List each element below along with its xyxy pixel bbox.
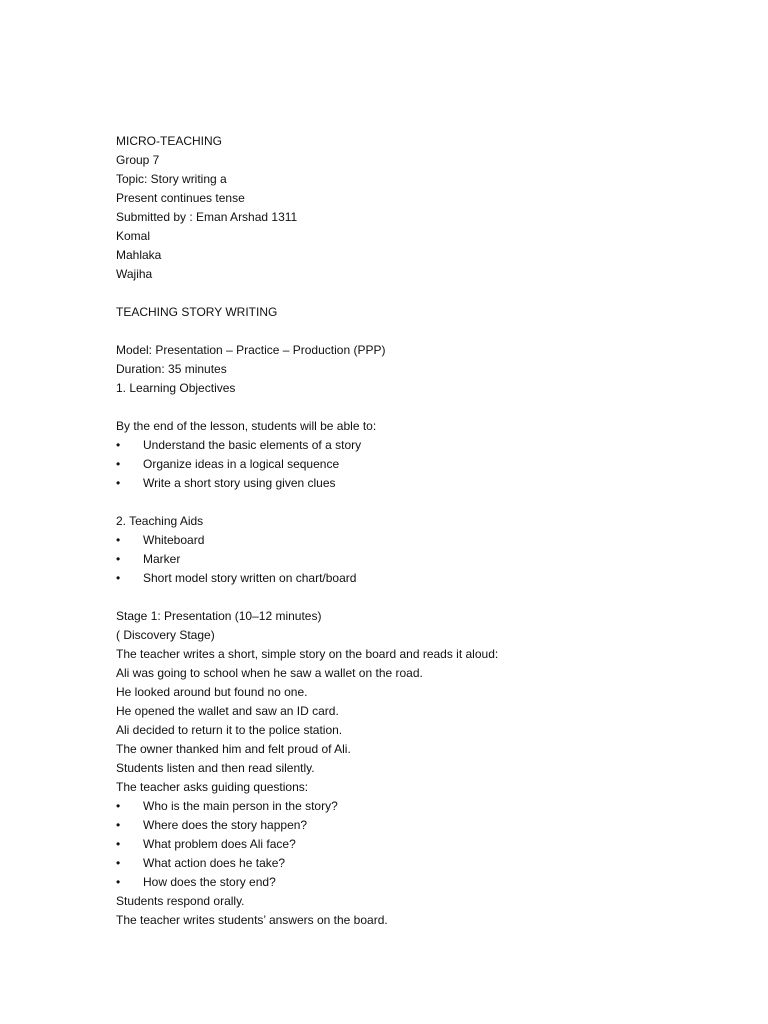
- story-line: Ali was going to school when he saw a wallet on the road.: [116, 666, 423, 680]
- member-name: Komal: [116, 229, 151, 243]
- guiding-question-item: [116, 797, 676, 816]
- guiding-question-item: [116, 835, 676, 854]
- stage-text-line: Students respond orally.: [116, 894, 245, 908]
- objective-text: Write a short story using given clues: [143, 476, 336, 490]
- bullet-marker: •: [116, 476, 121, 490]
- bullet-marker: •: [116, 457, 121, 471]
- objectives-intro: By the end of the lesson, students will be able to:: [116, 419, 377, 433]
- guiding-question-item: [116, 816, 676, 835]
- stage-text-line: The teacher writes students’ answers on the board.: [116, 913, 388, 927]
- teaching-aids-heading: 2. Teaching Aids: [116, 514, 204, 528]
- bullet-marker: •: [116, 875, 121, 889]
- story-line: He looked around but found no one.: [116, 685, 308, 699]
- guiding-question-text: What action does he take?: [143, 856, 286, 870]
- story-line: He opened the wallet and saw an ID card.: [116, 704, 339, 718]
- guiding-question-text: Where does the story happen?: [143, 818, 308, 832]
- topic-line: Topic: Story writing a: [116, 172, 227, 186]
- stage-text-line: The teacher asks guiding questions:: [116, 780, 309, 794]
- teaching-aid-text: Whiteboard: [143, 533, 205, 547]
- teaching-aid-text: Short model story written on chart/board: [143, 571, 357, 585]
- objective-item: [116, 474, 676, 493]
- stage-text-line: The teacher writes a short, simple story on the board and reads it aloud:: [116, 647, 499, 661]
- stage-text-line: Students listen and then read silently.: [116, 761, 315, 775]
- teaching-aid-item: [116, 550, 676, 569]
- story-line: Ali decided to return it to the police station.: [116, 723, 343, 737]
- guiding-question-item: [116, 873, 676, 892]
- stage-heading: Stage 1: Presentation (10–12 minutes): [116, 609, 322, 623]
- teaching-aid-item: [116, 531, 676, 550]
- document-title: MICRO-TEACHING: [116, 134, 222, 148]
- objectives-heading: 1. Learning Objectives: [116, 381, 236, 395]
- document-body: [116, 132, 676, 930]
- guiding-question-text: Who is the main person in the story?: [143, 799, 338, 813]
- spacer: [116, 284, 676, 303]
- bullet-marker: •: [116, 438, 121, 452]
- duration-line: Duration: 35 minutes: [116, 362, 227, 376]
- bullet-marker: •: [116, 571, 121, 585]
- model-line: Model: Presentation – Practice – Production (PPP): [116, 343, 386, 357]
- spacer: [116, 398, 676, 417]
- teaching-aid-text: Marker: [143, 552, 181, 566]
- group-label: Group 7: [116, 153, 160, 167]
- bullet-marker: •: [116, 856, 121, 870]
- member-name: Mahlaka: [116, 248, 162, 262]
- guiding-question-text: How does the story end?: [143, 875, 276, 889]
- story-line: The owner thanked him and felt proud of Ali.: [116, 742, 351, 756]
- objective-text: Understand the basic elements of a story: [143, 438, 362, 452]
- teaching-aid-item: [116, 569, 676, 588]
- bullet-marker: •: [116, 818, 121, 832]
- member-name: Wajiha: [116, 267, 153, 281]
- section-title: TEACHING STORY WRITING: [116, 305, 278, 319]
- submitted-by-line: Submitted by : Eman Arshad 1311: [116, 210, 298, 224]
- spacer: [116, 588, 676, 607]
- guiding-question-text: What problem does Ali face?: [143, 837, 296, 851]
- bullet-marker: •: [116, 799, 121, 813]
- bullet-marker: •: [116, 837, 121, 851]
- stage-subheading: ( Discovery Stage): [116, 628, 215, 642]
- topic-continued-line: Present continues tense: [116, 191, 245, 205]
- bullet-marker: •: [116, 533, 121, 547]
- guiding-question-item: [116, 854, 676, 873]
- spacer: [116, 322, 676, 341]
- bullet-marker: •: [116, 552, 121, 566]
- objective-text: Organize ideas in a logical sequence: [143, 457, 340, 471]
- spacer: [116, 493, 676, 512]
- objective-item: [116, 455, 676, 474]
- objective-item: [116, 436, 676, 455]
